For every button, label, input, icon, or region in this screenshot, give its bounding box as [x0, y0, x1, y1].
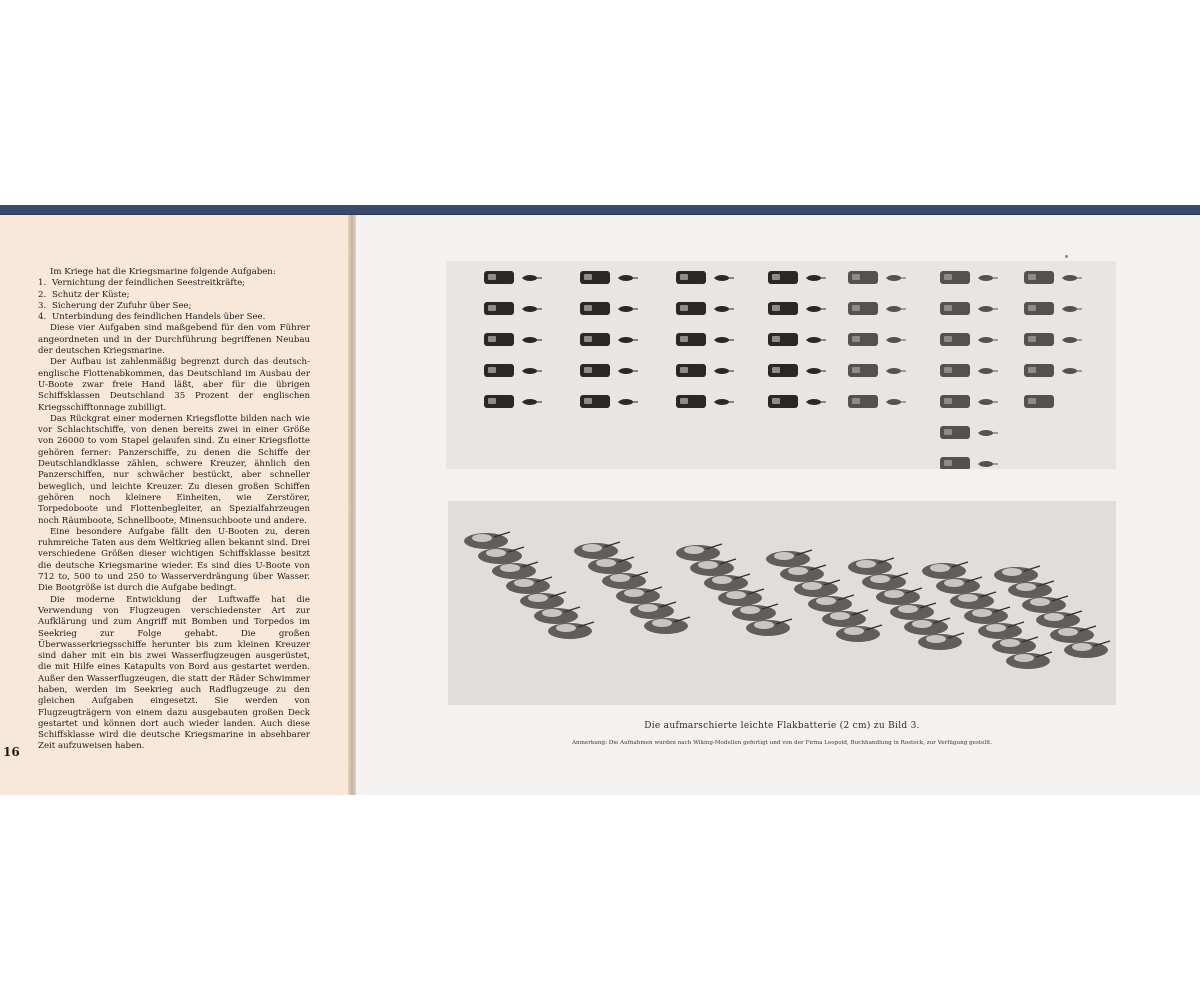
model-vehicle: [1024, 395, 1054, 408]
list-item: [38, 301, 310, 312]
model-vehicle: [862, 573, 908, 590]
model-vehicle: [940, 302, 998, 315]
paragraph: Diese vier Aufgaben sind maßgebend für den vom Führer angeordneten und in der Durchführung begriffenen Neubau der deutschen Kriegsmarine.: [38, 323, 310, 357]
model-vehicle: [940, 457, 998, 469]
model-vehicle: [964, 607, 1010, 624]
left-page: [0, 215, 350, 795]
list-text: Unterbindung des feindlichen Handels über See.: [52, 312, 266, 323]
model-vehicle: [1008, 581, 1054, 598]
model-vehicle: [1022, 596, 1068, 613]
model-vehicle: [580, 271, 638, 284]
model-vehicle: [520, 592, 566, 609]
model-vehicle: [1064, 641, 1110, 658]
model-vehicle: [1050, 626, 1096, 643]
model-vehicle: [994, 566, 1040, 583]
model-vehicle: [808, 595, 854, 612]
model-vehicle: [904, 618, 950, 635]
model-vehicle: [848, 395, 906, 408]
model-vehicle: [876, 588, 922, 605]
photo-convoy-drawing: [448, 501, 1116, 705]
model-vehicle: [848, 271, 906, 284]
model-vehicle: [992, 637, 1038, 654]
model-vehicle: [950, 592, 996, 609]
page-number: 16: [3, 745, 20, 759]
model-vehicle: [794, 580, 840, 597]
model-vehicle: [676, 395, 734, 408]
model-vehicle: [780, 565, 826, 582]
model-vehicle: [602, 572, 648, 589]
model-vehicles-grid-photo: [446, 261, 1116, 469]
model-vehicle: [484, 302, 542, 315]
model-vehicle: [768, 333, 826, 346]
model-vehicle: [940, 426, 998, 439]
model-vehicle: [746, 619, 792, 636]
model-vehicle: [1024, 302, 1082, 315]
model-vehicle: [588, 557, 634, 574]
model-vehicle: [704, 574, 750, 591]
list-item: [38, 312, 310, 323]
model-vehicle: [484, 395, 542, 408]
book-cover-edge: [0, 205, 1200, 214]
list-number: 3.: [38, 300, 47, 311]
list-text: Vernichtung der feindlichen Seestreitkräfte;: [52, 278, 246, 289]
model-vehicle: [484, 333, 542, 346]
model-vehicle: [580, 395, 638, 408]
page-speck: [1065, 255, 1068, 258]
book-gutter: [348, 215, 356, 795]
model-vehicle: [506, 577, 552, 594]
model-vehicle: [848, 302, 906, 315]
model-vehicle: [922, 562, 968, 579]
body-text: [38, 267, 310, 753]
model-vehicle: [848, 364, 906, 377]
intro-line: Im Kriege hat die Kriegsmarine folgende Aufgaben:: [50, 267, 276, 277]
model-vehicle: [890, 603, 936, 620]
model-vehicle: [1024, 364, 1082, 377]
model-vehicle: [732, 604, 778, 621]
model-vehicle: [630, 602, 676, 619]
model-vehicle: [848, 558, 894, 575]
photo-grid-drawing: [446, 261, 1116, 469]
model-vehicle: [676, 364, 734, 377]
photo-caption: Die aufmarschierte leichte Flakbatterie (2 cm) zu Bild 3.: [644, 721, 920, 731]
model-vehicle: [690, 559, 736, 576]
model-vehicle: [484, 364, 542, 377]
list-number: 1.: [38, 278, 47, 289]
model-vehicle: [718, 589, 764, 606]
model-vehicle: [492, 562, 538, 579]
model-vehicle: [766, 550, 812, 567]
model-vehicle: [676, 271, 734, 284]
model-vehicle: [836, 625, 882, 642]
list-item: [38, 278, 310, 289]
model-vehicle: [768, 364, 826, 377]
model-vehicles-convoy-photo: [448, 501, 1116, 705]
model-vehicle: [940, 364, 998, 377]
model-vehicle: [1036, 611, 1082, 628]
model-vehicle: [478, 547, 524, 564]
model-vehicle: [848, 333, 906, 346]
model-vehicle: [534, 607, 580, 624]
paragraph: Das Rückgrat einer modernen Kriegsflotte bilden nach wie vor Schlachtschiffe, von denen bereits zwei in einer Größe von 26000 to vom Stapel gelaufen sind. Zu einer Kriegsflotte gehören ferner: Panzerschiffe, zu denen die Schiffe der Deutschlandklasse zählen, schwere Kreuzer, ähnlich den Panzerschiffen, nur schwächer bestückt, aber schneller beweglich, und leichte Kreuzer. Zu diesen großen Schiffen gehören noch kleinere Einheiten, wie Zerstörer, Torpedoboote und Flottenbegleiter, an Spezialfahrzeugen noch Räumboote, Schnellboote, Minensuchboote und andere.: [38, 413, 310, 526]
model-vehicle: [580, 333, 638, 346]
paragraph: Die moderne Entwicklung der Luftwaffe hat die Verwendung von Flugzeugen verschiedenster Art zur Aufklärung und zum Angriff mit Bomben und Torpedos im Seekrieg zur Folge gehabt. Die großen Überwasserkriegsschiffe herunter bis zum kleinen Kreuzer sind daher mit ein bis zwei Wasserflugzeugen ausgerüstet, die mit Hilfe eines Katapults von Bord aus gestartet werden. Außer den Wasserflugzeugen, die statt der Räder Schwimmer haben, werden im Seekrieg auch Radflugzeuge zu den gleichen Aufgaben eingesetzt. Sie werden von Flugzeugträgern von einem dazu ausgebauten großen Deck gestartet und können dort auch wieder landen. Auch diese Schiffsklasse wird die deutsche Kriegsmarine in absehbarer Zeit aufzuweisen haben.: [38, 594, 310, 752]
list-text: Schutz der Küste;: [52, 289, 130, 300]
model-vehicle: [768, 271, 826, 284]
list-item: [38, 290, 310, 301]
model-vehicle: [822, 610, 868, 627]
model-vehicle: [644, 617, 690, 634]
model-vehicle: [978, 622, 1024, 639]
model-vehicle: [768, 302, 826, 315]
paragraph: Eine besondere Aufgabe fällt den U-Booten zu, deren ruhmreiche Taten aus dem Weltkrieg allen bekannt sind. Drei verschiedene Größen dieser wichtigen Schiffsklasse besitzt die deutsche Kriegsmarine wieder. Es sind dies U-Boote von 712 to, 500 to und 250 to Wasserverdrängung über Wasser. Die Bootgröße ist durch die Aufgabe bedingt.: [38, 526, 310, 594]
list-number: 4.: [38, 312, 47, 323]
paragraph: Der Aufbau ist zahlenmäßig begrenzt durch das deutsch-englische Flottenabkommen, das Deutschland im Ausbau der U-Boote zwar freie Hand läßt, aber für die übrigen Schiffsklassen Deutschland 35 Prozent der englischen Kriegsschifftonnage zubilligt.: [38, 357, 310, 413]
model-vehicle: [464, 532, 510, 549]
model-vehicle: [548, 622, 594, 639]
model-vehicle: [616, 587, 662, 604]
model-vehicle: [580, 364, 638, 377]
model-vehicle: [484, 271, 542, 284]
model-vehicle: [580, 302, 638, 315]
model-vehicle: [1006, 652, 1052, 669]
model-vehicle: [918, 633, 964, 650]
task-list: [38, 278, 310, 323]
model-vehicle: [574, 542, 620, 559]
list-text: Sicherung der Zufuhr über See;: [52, 300, 192, 311]
model-vehicle: [1024, 271, 1082, 284]
list-number: 2.: [38, 289, 47, 300]
model-vehicle: [676, 544, 722, 561]
model-vehicle: [676, 302, 734, 315]
model-vehicle: [940, 271, 998, 284]
model-vehicle: [940, 395, 998, 408]
photo-note: Anmerkung: Die Aufnahmen wurden nach Wiking-Modellen gefertigt und von der Firma Leopold, Buchhandlung in Rostock, zur Verfügung gestellt.: [571, 740, 993, 746]
model-vehicle: [676, 333, 734, 346]
model-vehicle: [768, 395, 826, 408]
right-page: [356, 215, 1200, 795]
book-spread: [0, 205, 1200, 795]
model-vehicle: [940, 333, 998, 346]
model-vehicle: [1024, 333, 1082, 346]
model-vehicle: [936, 577, 982, 594]
